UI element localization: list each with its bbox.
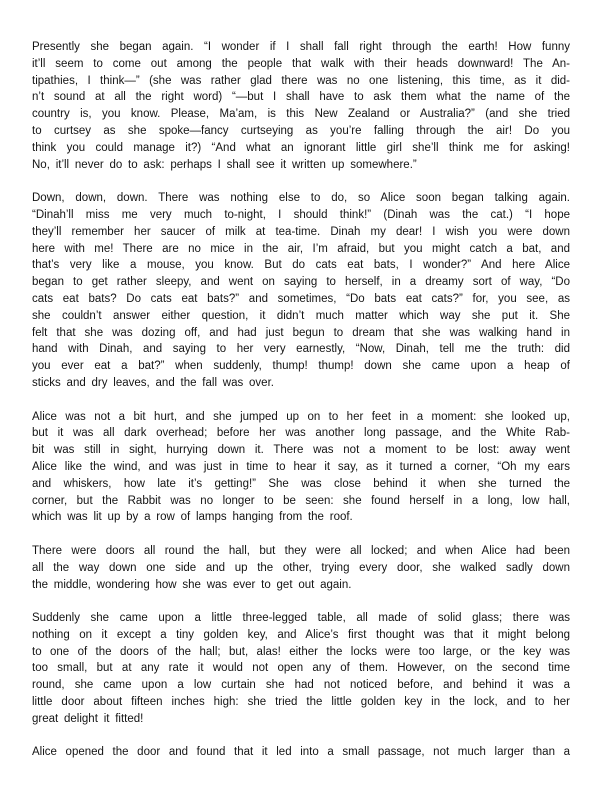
paragraph <box>32 744 570 761</box>
text-line: cats eat bats? Do cats eat bats?” and sometimes, “Do bats eat cats?” for, you see, as <box>32 292 570 305</box>
text-line: to one of the doors of the hall; but, alas! either the locks were too large, or the key was <box>32 645 570 658</box>
text-line: think you could manage it?) “And what an ignorant little girl she’ll think me for asking! <box>32 141 570 154</box>
text-line: here with me! There are no mice in the air, I’m afraid, but you might catch a bat, and <box>32 242 570 255</box>
text-line: but it was all dark overhead; before her was another long passage, and the White Rab- <box>32 427 570 440</box>
text-line: bit was still in sight, hurrying down it. There was not a moment to be lost: away went <box>32 444 570 457</box>
text-line: Suddenly she came upon a little three-legged table, all made of solid glass; there was <box>32 612 570 625</box>
paragraph <box>32 190 570 392</box>
text-line: Alice like the wind, and was just in time to hear it say, as it turned a corner, “Oh my ears <box>32 460 570 473</box>
text-line: they’ll remember her saucer of milk at tea-time. Dinah my dear! I wish you were down <box>32 225 570 238</box>
text-line: Presently she began again. “I wonder if I shall fall right through the earth! How funny <box>32 41 570 53</box>
text-line: Alice was not a bit hurt, and she jumped up on to her feet in a moment: she looked up, <box>32 410 570 423</box>
text-line: all the way down one side and up the other, trying every door, she walked sadly down <box>32 561 570 574</box>
text-line: it’ll seem to come out among the people that walk with their heads downward! The An- <box>32 57 570 70</box>
text-line: “Dinah’ll miss me very much to-night, I should think!” (Dinah was the cat.) “I hope <box>32 208 570 221</box>
text-line: tipathies, I think—” (she was rather glad there was no one listening, this time, as it did- <box>32 74 570 87</box>
text-line: country is, you know. Please, Ma’am, is this New Zealand or Australia?” (and she tried <box>32 108 570 121</box>
text-line: little door about fifteen inches high: she tried the little golden key in the lock, and to her <box>32 696 570 709</box>
paragraph <box>32 543 570 593</box>
text-line: you ever eat a bat?” when suddenly, thump! thump! down she came upon a heap of <box>32 360 570 373</box>
text-line: she couldn’t answer either question, it didn’t much matter which way she put it. She <box>32 309 570 322</box>
text-line: and whiskers, how late it’s getting!” She was close behind it when she turned the <box>32 477 570 490</box>
text-line: which was lit up by a row of lamps hanging from the roof. <box>32 511 353 524</box>
text-line: Down, down, down. There was nothing else to do, so Alice soon began talking again. <box>32 192 570 205</box>
text-line: that’s very like a mouse, you know. But do cats eat bats, I wonder?” And here Alice <box>32 259 570 272</box>
text-line: sticks and dry leaves, and the fall was over. <box>32 376 274 389</box>
paragraph <box>32 409 570 527</box>
text-line: There were doors all round the hall, but they were all locked; and when Alice had been <box>32 544 570 557</box>
text-line: Alice opened the door and found that it led into a small passage, not much larger than a <box>32 746 570 759</box>
text-line: round, she came upon a low curtain she had not noticed before, and behind it was a <box>32 679 570 692</box>
text-line: hand with Dinah, and saying to her very earnestly, “Now, Dinah, tell me the truth: did <box>32 343 570 356</box>
text-line: nothing on it except a tiny golden key, and Alice’s first thought was that it might belong <box>32 628 570 641</box>
text-line: began to get rather sleepy, and went on saying to herself, in a dreamy sort of way, “Do <box>32 276 570 289</box>
text-line: corner, but the Rabbit was no longer to be seen: she found herself in a long, low hall, <box>32 494 570 507</box>
text-line: too small, but at any rate it would not open any of them. However, on the second time <box>32 662 570 675</box>
text-line: to curtsey as she spoke—fancy curtseying as you’re falling through the air! Do you <box>32 124 570 137</box>
text-line: the middle, wondering how she was ever to get out again. <box>32 578 352 591</box>
text-line: n’t sound at all the right word) “—but I shall have to ask them what the name of the <box>32 91 570 104</box>
text-line: great delight it fitted! <box>32 712 144 725</box>
paragraph <box>32 39 570 173</box>
page-text <box>32 39 570 761</box>
text-line: No, it’ll never do to ask: perhaps I shall see it written up somewhere.” <box>32 158 417 171</box>
paragraph <box>32 610 570 728</box>
text-line: felt that she was dozing off, and had just begun to dream that she was walking hand in <box>32 326 570 339</box>
